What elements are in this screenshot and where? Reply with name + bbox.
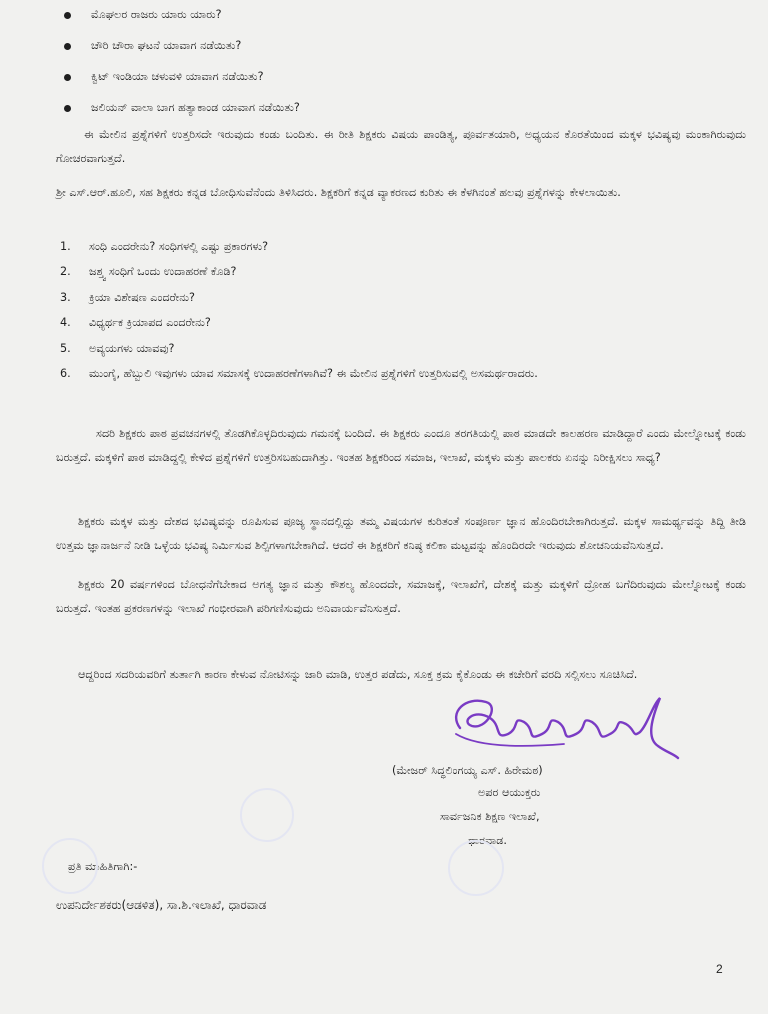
grammar-question-list [60,234,750,386]
list-text: ಜಶ್ತ್ವ ಸಂಧಿಗೆ ಒಂದು ಉದಾಹರಣೆ ಕೊಡಿ? [89,265,237,279]
list-text: ಮುಂಗೈ, ಹೆಬ್ಬುಲಿ ಇವುಗಳು ಯಾವ ಸಮಾಸಕ್ಕೆ ಉದಾಹರಣೆಗಳಾಗಿವೆ? ಈ ಮೇಲಿನ ಪ್ರಶ್ನೆಗಳಿಗೆ ಉತ್ತರಿಸುವಲ್ಲಿ ಅಸಮರ್ಥರಾದರು. [89,367,538,381]
list-text: ಅವ್ಯಯಗಳು ಯಾವವು? [89,341,175,355]
signature-image [446,688,682,764]
question-bullet-list [64,4,754,128]
bullet-icon [64,12,71,19]
paragraph-teacher-role: ಶಿಕ್ಷಕರು ಮಕ್ಕಳ ಮತ್ತು ದೇಶದ ಭವಿಷ್ಯವನ್ನು ರೂಪಿಸುವ ಪೂಜ್ಯ ಸ್ಥಾನದಲ್ಲಿದ್ದು ತಮ್ಮ ವಿಷಯಗಳ ಕುರಿತಂತೆ ಸಂಪೂರ್ಣ ಜ್ಞಾನ ಹೊಂದಿರಬೇಕಾಗಿರುತ್ತದೆ. ಮಕ್ಕಳ ಸಾಮರ್ಥ್ಯವನ್ನು ತಿದ್ದಿ ತೀಡಿ ಉತ್ತಮ ಜ್ಞಾನಾರ್ಜನೆ ನೀಡಿ ಒಳ್ಳೆಯ ಭವಿಷ್ಯ ನಿರ್ಮಿಸುವ ಶಿಲ್ಪಿಗಳಾಗಬೇಕಾಗಿದೆ. ಆದರೆ ಈ ಶಿಕ್ಷಕರಿಗೆ ಕನಿಷ್ಠ ಕಲಿಕಾ ಮಟ್ಟವನ್ನು ಹೊಂದಿರದೇ ಇರುವುದು ಶೋಚನಿಯವೆನಿಸುತ್ತದೆ. [56,515,746,552]
bullet-icon [64,105,71,112]
paragraph-teaching-lapse: ಸದರಿ ಶಿಕ್ಷಕರು ಪಾಠ ಪ್ರವಚನಗಳಲ್ಲಿ ತೊಡಗಿಕೊಳ್ಳದಿರುವುದು ಗಮನಕ್ಕೆ ಬಂದಿದೆ. ಈ ಶಿಕ್ಷಕರು ಎಂದೂ ತರಗತಿಯಲ್ಲಿ ಪಾಠ ಮಾಡದೇ ಕಾಲಹರಣ ಮಾಡಿದ್ದಾರೆ ಎಂದು ಮೇಲ್ನೋಟಕ್ಕೆ ಕಂಡು ಬರುತ್ತದೆ. ಮಕ್ಕಳಿಗೆ ಪಾಠ ಮಾಡಿದ್ದಲ್ಲಿ ಕೇಳಿದ ಪ್ರಶ್ನೆಗಳಿಗೆ ಉತ್ತರಿಸಬಹುದಾಗಿತ್ತು. ಇಂತಹ ಶಿಕ್ಷಕರಿಂದ ಸಮಾಜ, ಇಲಾಖೆ, ಮಕ್ಕಳು ಮತ್ತು ಪಾಲಕರು ಏನನ್ನು ನಿರೀಕ್ಷಿಸಲು ಸಾಧ್ಯ? [56,427,746,464]
bullet-text: ಚೌರಿ ಚೌರಾ ಘಟನೆ ಯಾವಾಗ ನಡೆಯಿತು? [91,39,242,52]
list-number: 2. [60,265,71,279]
punch-hole-mark [42,838,98,894]
paragraph-observation: ಈ ಮೇಲಿನ ಪ್ರಶ್ನೆಗಳಿಗೆ ಉತ್ತರಿಸದೇ ಇರುವುದು ಕಂಡು ಬಂದಿತು. ಈ ರೀತಿ ಶಿಕ್ಷಕರು ವಿಷಯ ಪಾಂಡಿತ್ಯ, ಪೂರ್ವತಯಾರಿ, ಅಧ್ಯಯನ ಕೊರತೆಯಿಂದ ಮಕ್ಕಳ ಭವಿಷ್ಯವು ಮಂಕಾಗಿರುವುದು ಗೋಚರವಾಗುತ್ತದೆ. [56,128,746,165]
bullet-item [64,4,754,35]
bullet-item [64,35,754,66]
list-text: ವಿಧ್ಯರ್ಥಕ ಕ್ರಿಯಾಪದ ಎಂದರೇನು? [89,316,211,330]
list-item [60,285,750,310]
list-number: 1. [60,240,71,253]
copy-label: ಪ್ರತಿ ಮಾಹಿತಿಗಾಗಿ:- [68,860,138,873]
list-item [60,336,750,361]
list-item [60,234,750,259]
list-item [60,259,750,284]
list-number: 5. [60,341,71,355]
list-number: 6. [60,367,71,381]
bullet-text: ಮೊಘಲರ ರಾಜರು ಯಾರು ಯಾರು? [91,8,222,21]
signatory-department: ಸಾರ್ವಜನಿಕ ಶಿಕ್ಷಣ ಇಲಾಖೆ, [440,810,540,823]
paragraph-twenty-years: ಶಿಕ್ಷಕರು 20 ವರ್ಷಗಳಿಂದ ಬೋಧನೆಗೆಬೇಕಾದ ಅಗತ್ಯ ಜ್ಞಾನ ಮತ್ತು ಕೌಶಲ್ಯ ಹೊಂದದೇ, ಸಮಾಜಕ್ಕೆ, ಇಲಾಖೆಗೆ, ದೇಶಕ್ಕೆ ಮತ್ತು ಮಕ್ಕಳಿಗೆ ದ್ರೋಹ ಬಗೆದಿರುವುದು ಮೇಲ್ನೋಟಕ್ಕೆ ಕಂಡು ಬರುತ್ತದೆ. ಇಂತಹ ಪ್ರಕರಣಗಳನ್ನು ಇಲಾಖೆ ಗಂಭೀರವಾಗಿ ಪರಿಗಣಿಸುವುದು ಅನಿವಾರ್ಯವೆನಿಸುತ್ತದೆ. [56,578,746,615]
punch-hole-mark [448,840,504,896]
bullet-icon [64,74,71,81]
bullet-item [64,66,754,97]
list-text: ಸಂಧಿ ಎಂದರೇನು? ಸಂಧಿಗಳಲ್ಲಿ ಎಷ್ಟು ಪ್ರಕಾರಗಳು? [89,240,269,253]
bullet-text: ಜಲಿಯನ್ ವಾಲಾ ಬಾಗ ಹತ್ಯಾಕಾಂಡ ಯಾವಾಗ ನಡೆಯಿತು? [91,101,300,114]
paragraph-directive: ಆದ್ದರಿಂದ ಸದರಿಯವರಿಗೆ ತುರ್ತಾಗಿ ಕಾರಣ ಕೇಳುವ ನೋಟಿಸನ್ನು ಜಾರಿ ಮಾಡಿ, ಉತ್ತರ ಪಡೆದು, ಸೂಕ್ತ ಕ್ರಮ ಕೈಕೊಂಡು ಈ ಕಚೇರಿಗೆ ವರದಿ ಸಲ್ಲಿಸಲು ಸೂಚಿಸಿದೆ. [78,668,638,681]
list-text: ಕ್ರಿಯಾ ವಿಶೇಷಣ ಎಂದರೇನು? [89,290,195,304]
signatory-name: (ಮೇಜರ್ ಸಿದ್ಧಲಿಂಗಯ್ಯ ಎಸ್. ಹಿರೇಮಠ) [392,764,543,777]
list-number: 3. [60,290,71,304]
signatory-place: ಧಾರವಾಡ. [468,834,507,847]
punch-hole-mark [240,788,294,842]
bullet-icon [64,43,71,50]
paragraph-kannada-teacher: ಶ್ರೀ ಎಸ್.ಆರ್.ಹೂಲಿ, ಸಹ ಶಿಕ್ಷಕರು ಕನ್ನಡ ಬೋಧಿಸುವೆನೆಂದು ತಿಳಿಸಿದರು. ಶಿಕ್ಷಕರಿಗೆ ಕನ್ನಡ ವ್ಯಾಕರಣದ ಕುರಿತು ಈ ಕೆಳಗಿನಂತೆ ಹಲವು ಪ್ರಶ್ನೆಗಳನ್ನು ಕೇಳಲಾಯಿತು. [56,186,621,199]
page-number: 2 [716,962,723,976]
list-item [60,310,750,335]
bullet-text: ಕ್ವಿಟ್ ಇಂಡಿಯಾ ಚಳುವಳಿ ಯಾವಾಗ ನಡೆಯಿತು? [91,70,264,83]
list-number: 4. [60,316,71,330]
list-item [60,361,750,386]
signatory-designation: ಅಪರ ಆಯುಕ್ತರು [478,786,541,799]
copy-recipient: ಉಪನಿರ್ದೇಶಕರು(ಆಡಳಿತ), ಸಾ.ಶಿ.ಇಲಾಖೆ, ಧಾರವಾಡ [56,898,267,912]
